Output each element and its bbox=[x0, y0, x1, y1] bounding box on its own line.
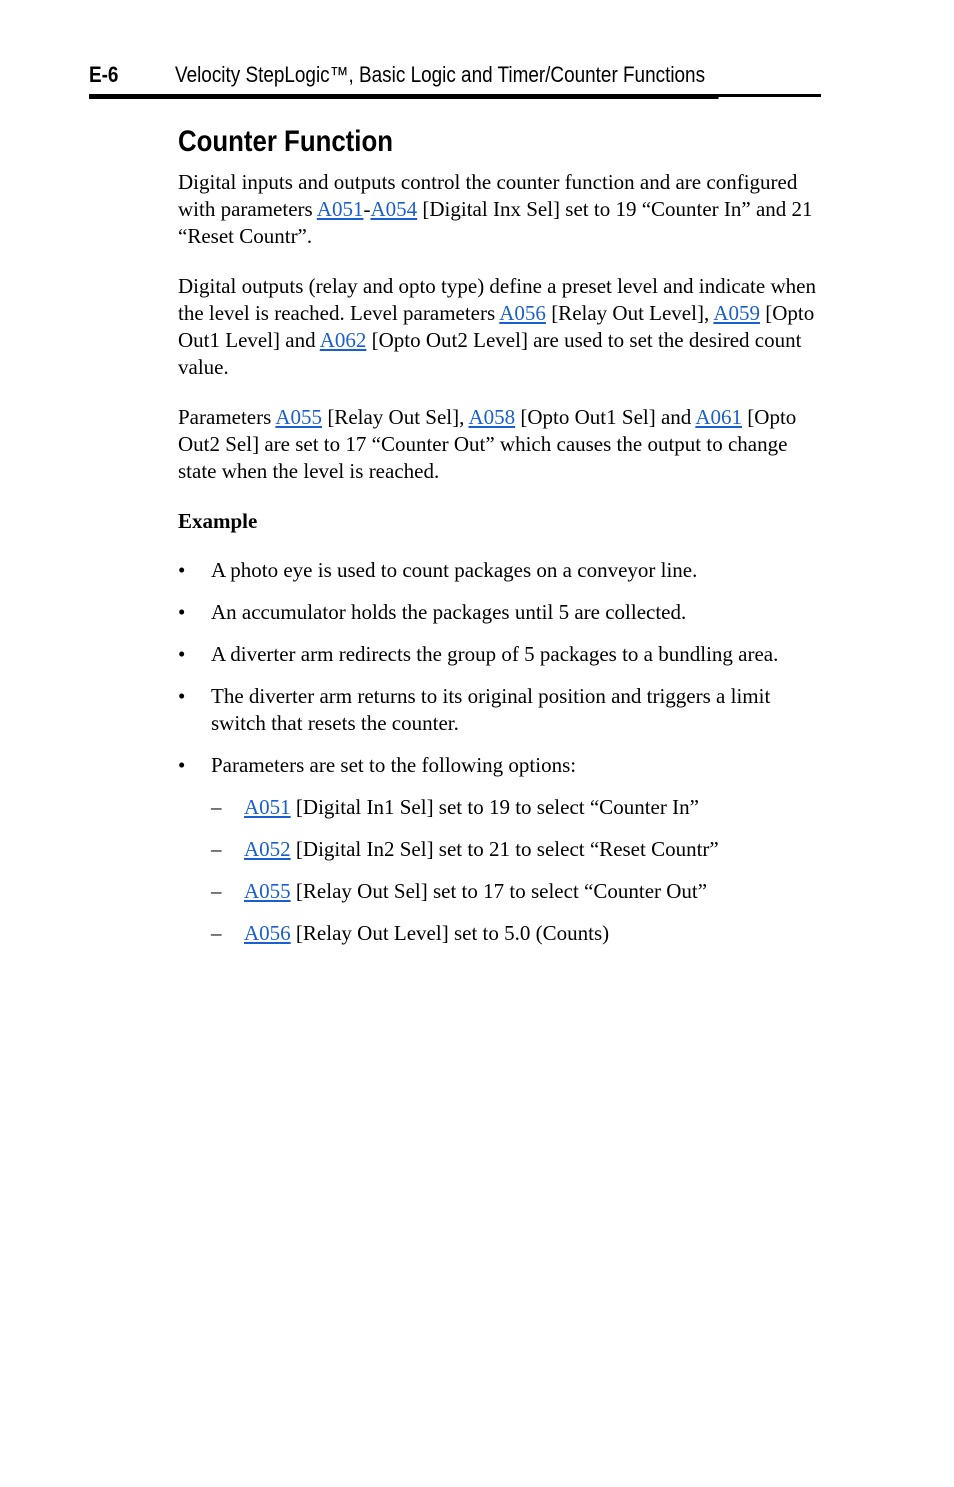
bullet-mark: • bbox=[178, 642, 186, 666]
option-link-a055[interactable]: A055 bbox=[244, 879, 291, 903]
param-link-a059[interactable]: A059 bbox=[713, 301, 760, 325]
sub-list-item: – A055 [Relay Out Sel] set to 17 to select “Counter Out” bbox=[211, 879, 708, 903]
sub-list-item: – A052 [Digital In2 Sel] set to 21 to select “Reset Countr” bbox=[211, 837, 719, 861]
bullet-mark: • bbox=[178, 753, 186, 777]
bullet-mark: • bbox=[178, 558, 186, 582]
dash-mark: – bbox=[211, 795, 222, 819]
parameters-paragraph: Parameters A055 [Relay Out Sel], A058 [Opto Out1 Sel] and A061 [Opto Out2 Sel] are set to 17 “Counter Out” which causes the output to change state when the level is reached. bbox=[178, 405, 797, 483]
list-item: • A photo eye is used to count packages on a conveyor line. bbox=[178, 558, 698, 582]
example-heading: Example bbox=[178, 509, 258, 533]
param-link-a062[interactable]: A062 bbox=[319, 328, 367, 352]
list-item: • A diverter arm redirects the group of 5 packages to a bundling area. bbox=[178, 642, 779, 666]
dash-mark: – bbox=[211, 921, 222, 945]
param-link-a055[interactable]: A055 bbox=[275, 405, 323, 429]
outputs-paragraph: Digital outputs (relay and opto type) define a preset level and indicate when the level is reached. Level parameters A056 [Relay Out Level], A059 [Opto Out1 Level] and A062 [Opto Out2 Level] are used to set the desired count value. bbox=[178, 274, 816, 379]
param-link-a051[interactable]: A051 bbox=[316, 197, 364, 221]
param-link-a061[interactable]: A061 bbox=[695, 405, 743, 429]
sub-list-item: – A051 [Digital In1 Sel] set to 19 to select “Counter In” bbox=[211, 795, 699, 819]
page-number: E-6 bbox=[89, 62, 119, 87]
intro-paragraph: Digital inputs and outputs control the counter function and are configured with parameters A051-A054 [Digital Inx Sel] set to 19 “Counter In” and 21 “Reset Countr”. bbox=[178, 170, 813, 248]
header-rule bbox=[89, 94, 821, 97]
dash-mark: – bbox=[211, 837, 222, 861]
bullet-mark: • bbox=[178, 684, 186, 708]
param-link-a054[interactable]: A054 bbox=[370, 197, 418, 221]
list-item: • Parameters are set to the following options: – A051 [Digital In1 Sel] set to 19 to select “Counter In” – A052 [Digital In2 Sel] set to 21 to select “Reset Countr” – A055 [Relay Out Sel] set to 17 to select “Counter Out” – A056 [Relay Out Level] set to 5.0 (Counts) bbox=[178, 752, 828, 947]
option-link-a052[interactable]: A052 bbox=[244, 837, 291, 861]
option-link-a051[interactable]: A051 bbox=[244, 795, 291, 819]
running-header-title: Velocity StepLogic™, Basic Logic and Timer/Counter Functions bbox=[175, 62, 706, 87]
section-title: Counter Function bbox=[178, 125, 393, 158]
param-link-a056[interactable]: A056 bbox=[499, 301, 546, 325]
page-content bbox=[178, 122, 828, 962]
options-sub-list bbox=[211, 794, 828, 947]
list-item: • An accumulator holds the packages until 5 are collected. bbox=[178, 600, 687, 624]
param-link-a058[interactable]: A058 bbox=[468, 405, 516, 429]
example-bullet-list bbox=[178, 557, 828, 947]
bullet-mark: • bbox=[178, 600, 186, 624]
option-link-a056[interactable]: A056 bbox=[244, 921, 291, 945]
list-item: • The diverter arm returns to its original position and triggers a limit switch that resets the counter. bbox=[178, 684, 771, 735]
dash-mark: – bbox=[211, 879, 222, 903]
sub-list-item: – A056 [Relay Out Level] set to 5.0 (Counts) bbox=[211, 921, 610, 945]
